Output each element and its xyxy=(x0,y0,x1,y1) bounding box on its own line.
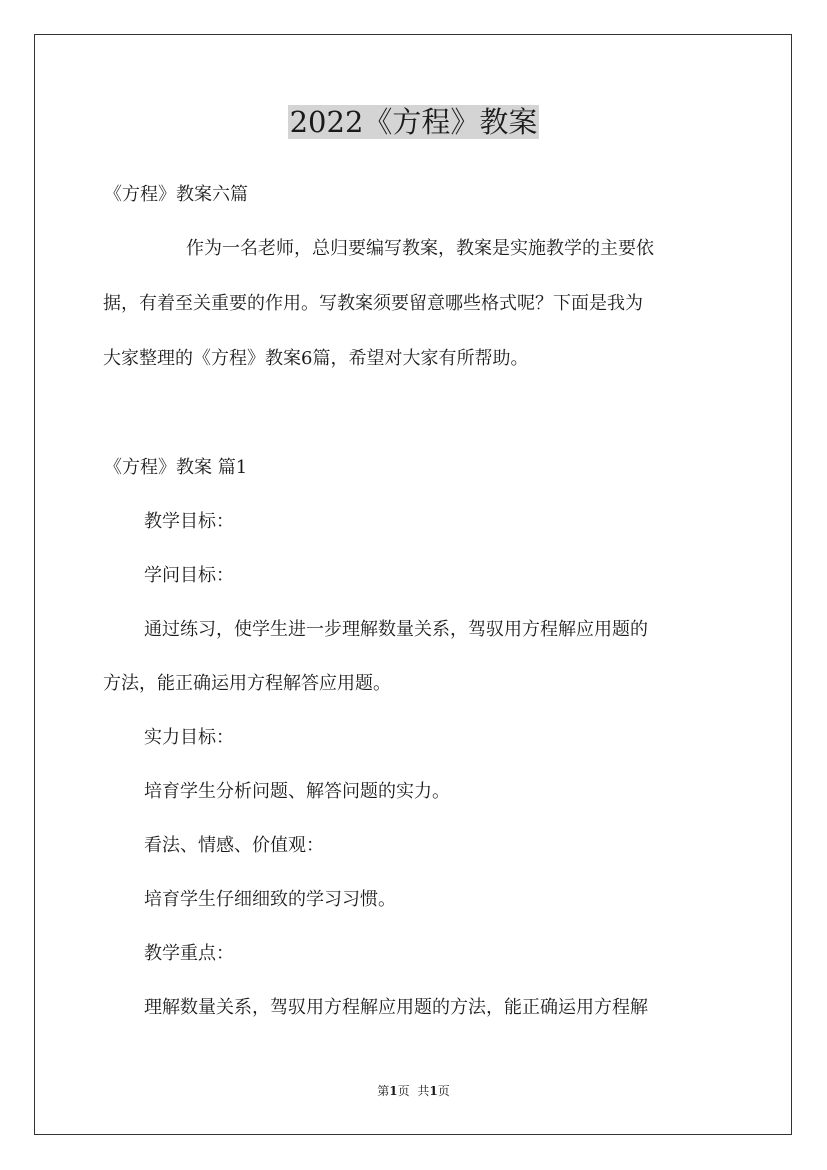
footer-page-prefix: 第 xyxy=(377,1084,390,1098)
body-line: 通过练习，使学生进一步理解数量关系，驾驭用方程解应用题的 xyxy=(144,619,648,640)
footer-total-prefix: 共 xyxy=(417,1084,430,1098)
body-line: 培育学生分析问题、解答问题的实力。 xyxy=(144,781,450,802)
body-line: 培育学生仔细细致的学习习惯。 xyxy=(144,889,396,910)
intro-line-3: 大家整理的《方程》教案6篇，希望对大家有所帮助。 xyxy=(103,348,529,369)
section-heading: 《方程》教案 篇1 xyxy=(104,457,248,478)
body-line: 看法、情感、价值观： xyxy=(144,835,324,856)
body-line: 教学目标： xyxy=(144,511,234,532)
intro-line-2: 据，有着至关重要的作用。写教案须要留意哪些格式呢？下面是我为 xyxy=(103,293,643,314)
footer-page-suffix: 页 xyxy=(397,1084,410,1098)
page-footer xyxy=(0,1083,827,1099)
body-line: 学问目标： xyxy=(144,565,234,586)
body-line: 方法，能正确运用方程解答应用题。 xyxy=(103,673,391,694)
footer-total-number: 1 xyxy=(429,1084,438,1098)
body-line: 实力目标： xyxy=(144,727,234,748)
body-line: 教学重点： xyxy=(144,943,234,964)
footer-page-number: 1 xyxy=(389,1084,398,1098)
intro-line-1: 作为一名老师，总归要编写教案，教案是实施教学的主要依 xyxy=(186,238,654,259)
body-line: 理解数量关系，驾驭用方程解应用题的方法，能正确运用方程解 xyxy=(144,997,648,1018)
document-subtitle: 《方程》教案六篇 xyxy=(104,184,248,205)
footer-total-suffix: 页 xyxy=(437,1084,450,1098)
document-title: 2022《方程》教案 xyxy=(289,105,538,139)
